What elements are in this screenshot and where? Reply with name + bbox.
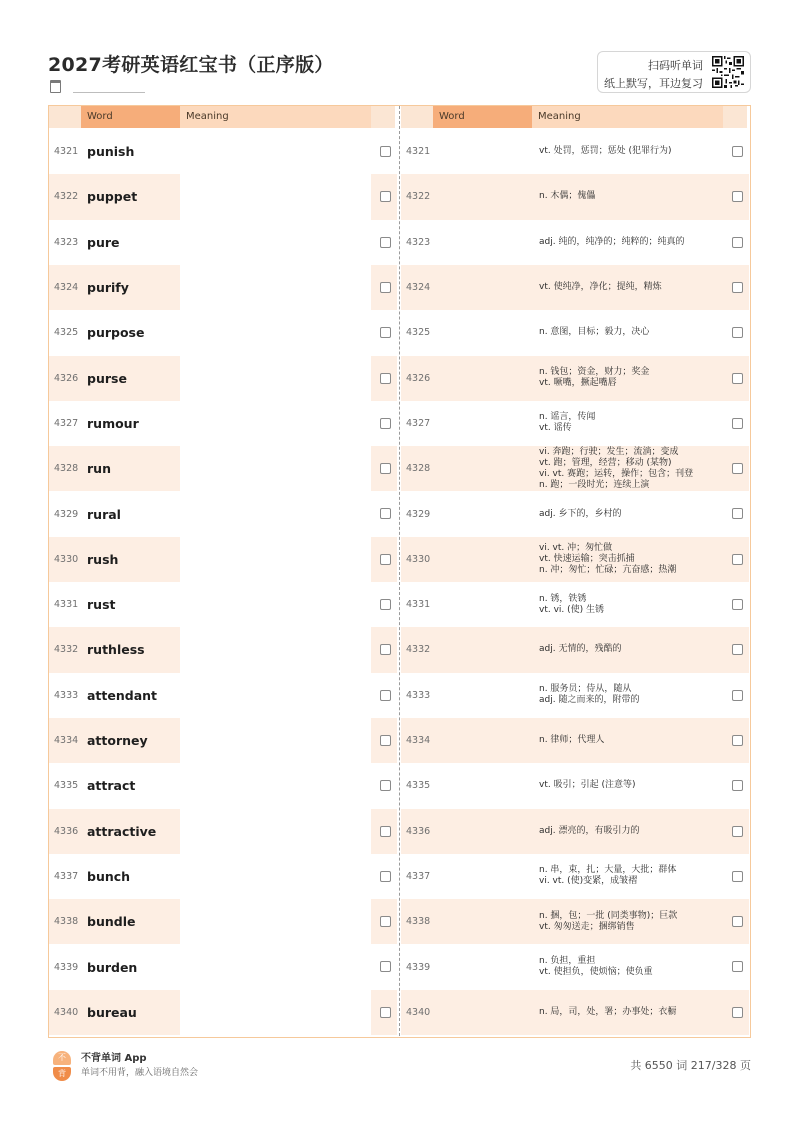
table-row: [401, 854, 749, 899]
audio-promo-box: [597, 51, 751, 93]
meaning-line: vt. 吸引；引起 (注意等): [539, 780, 636, 791]
review-checkbox[interactable]: [732, 282, 743, 293]
meaning-line: vi. vt. (使)变紧，成皱褶: [539, 876, 638, 887]
table-row: [49, 627, 397, 672]
meaning-line: adj. 无情的，残酷的: [539, 644, 622, 655]
meaning-text: [539, 718, 723, 763]
meaning-blank[interactable]: [180, 401, 371, 446]
meaning-line: vi. vt. 冲；匆忙做: [539, 542, 613, 553]
row-number: 4322: [406, 191, 431, 203]
word-text: purse: [87, 370, 127, 386]
meaning-line: vt. 处罚，惩罚；惩处 (犯罪行为): [539, 146, 672, 157]
row-number: 4335: [406, 780, 431, 792]
review-checkbox[interactable]: [380, 463, 391, 474]
table-row: [401, 809, 749, 854]
header-number: [49, 106, 81, 128]
table-row: [49, 265, 397, 310]
word-text: rural: [87, 506, 121, 522]
row-number: 4337: [54, 870, 79, 882]
review-checkbox[interactable]: [732, 916, 743, 927]
header-meaning: Meaning: [532, 106, 723, 128]
calendar-icon: [50, 80, 61, 93]
table-row: [401, 356, 749, 401]
meaning-line: n. 意图，目标；毅力，决心: [539, 327, 650, 338]
word-text: attendant: [87, 687, 158, 703]
table-row: [401, 944, 749, 989]
meaning-blank[interactable]: [180, 491, 371, 536]
row-number: 4331: [54, 599, 79, 611]
review-checkbox[interactable]: [380, 826, 391, 837]
review-checkbox[interactable]: [380, 599, 391, 610]
row-number: 4338: [54, 916, 79, 928]
table-row: [49, 718, 397, 763]
review-checkbox[interactable]: [380, 327, 391, 338]
word-text: puppet: [87, 189, 138, 205]
meaning-line: vi. 奔跑；行驶；发生；流淌；变成: [539, 446, 679, 457]
header-meaning: Meaning: [180, 106, 371, 128]
table-row: [401, 310, 749, 355]
table-row: [401, 990, 749, 1035]
meaning-line: vt. 噘嘴，撅起嘴唇: [539, 378, 617, 389]
meaning-line: vt. 谣传: [539, 423, 572, 434]
row-number: 4329: [54, 508, 79, 520]
row-number: 4330: [406, 553, 431, 565]
table-row: [49, 809, 397, 854]
review-checkbox[interactable]: [732, 690, 743, 701]
meaning-blank[interactable]: [180, 718, 371, 763]
meaning-text: [539, 944, 723, 989]
qr-code-icon[interactable]: [712, 56, 744, 88]
meaning-line: n. 冲；匆忙；忙碌；亢奋感；热潮: [539, 564, 677, 575]
review-checkbox[interactable]: [380, 191, 391, 202]
row-number: 4340: [54, 1006, 79, 1018]
table-row: [49, 582, 397, 627]
meaning-line: n. 捆，包；一批 (同类事物)；巨款: [539, 910, 678, 921]
review-checkbox[interactable]: [380, 1007, 391, 1018]
table-row: [49, 673, 397, 718]
meaning-text: [539, 990, 723, 1035]
row-number: 4333: [406, 689, 431, 701]
app-logo: [53, 1051, 71, 1081]
meaning-line: n. 钱包；资金，财力；奖金: [539, 367, 650, 378]
promo-line-1: 扫码听单词: [648, 59, 703, 72]
header-word: Word: [81, 106, 180, 128]
meaning-blank[interactable]: [180, 763, 371, 808]
review-checkbox[interactable]: [380, 373, 391, 384]
promo-line-2: 纸上默写，耳边复习: [604, 77, 703, 90]
meaning-text: [539, 401, 723, 446]
meaning-line: vt. 跑；管理，经营；移动 (某物): [539, 457, 672, 468]
table-row: [401, 673, 749, 718]
row-number: 4326: [54, 372, 79, 384]
table-row: [49, 990, 397, 1035]
review-checkbox[interactable]: [732, 418, 743, 429]
row-number: 4336: [406, 825, 431, 837]
meaning-blank[interactable]: [180, 174, 371, 219]
app-slogan: 单词不用背，融入语境自然会: [81, 1068, 199, 1078]
row-number: 4329: [406, 508, 431, 520]
review-checkbox[interactable]: [380, 418, 391, 429]
header-check: [723, 106, 747, 128]
date-underline: [73, 82, 145, 93]
word-text: rush: [87, 551, 119, 567]
row-number: 4323: [406, 236, 431, 248]
review-checkbox[interactable]: [732, 373, 743, 384]
meaning-blank[interactable]: [180, 627, 371, 672]
page-info: 共 6550 词 217/328 页: [630, 1059, 751, 1072]
review-checkbox[interactable]: [732, 146, 743, 157]
table-row: [49, 129, 397, 174]
table-row: [401, 446, 749, 491]
meaning-text: [539, 129, 723, 174]
table-row: [401, 174, 749, 219]
review-checkbox[interactable]: [380, 644, 391, 655]
row-number: 4324: [54, 282, 79, 294]
review-checkbox[interactable]: [380, 780, 391, 791]
meaning-line: vt. 匆匆送走；捆绑销售: [539, 921, 635, 932]
meaning-line: n. 锈，铁锈: [539, 593, 587, 604]
meaning-blank[interactable]: [180, 899, 371, 944]
review-checkbox[interactable]: [732, 508, 743, 519]
meaning-blank[interactable]: [180, 990, 371, 1035]
word-text: attract: [87, 778, 136, 794]
meaning-blank[interactable]: [180, 809, 371, 854]
row-number: 4334: [54, 735, 79, 747]
table-row: [49, 899, 397, 944]
row-number: 4326: [406, 372, 431, 384]
meaning-text: [539, 537, 723, 582]
row-number: 4335: [54, 780, 79, 792]
review-checkbox[interactable]: [380, 282, 391, 293]
table-row: [401, 401, 749, 446]
meaning-text: [539, 582, 723, 627]
word-text: rust: [87, 597, 116, 613]
meaning-line: n. 串，束，扎；大量，大批；群体: [539, 865, 677, 876]
table-row: [401, 763, 749, 808]
row-number: 4328: [54, 463, 79, 475]
logo-bottom-glyph: 背: [53, 1067, 71, 1081]
meaning-line: n. 木偶；傀儡: [539, 191, 596, 202]
row-number: 4337: [406, 870, 431, 882]
meaning-text: [539, 763, 723, 808]
header-number: [401, 106, 433, 128]
table-row: [401, 220, 749, 265]
meaning-line: vt. 使担负，使烦恼；使负重: [539, 967, 653, 978]
header-check: [371, 106, 395, 128]
meaning-line: adj. 漂亮的，有吸引力的: [539, 825, 640, 836]
row-number: 4325: [54, 327, 79, 339]
review-checkbox[interactable]: [732, 961, 743, 972]
word-text: ruthless: [87, 642, 145, 658]
table-row: [401, 491, 749, 536]
table-row: [49, 220, 397, 265]
header-word: Word: [433, 106, 532, 128]
review-checkbox[interactable]: [380, 916, 391, 927]
review-checkbox[interactable]: [380, 735, 391, 746]
word-text: punish: [87, 144, 135, 160]
meaning-column: [401, 106, 749, 1036]
fold-divider: [399, 106, 400, 1036]
table-row: [49, 401, 397, 446]
app-name: 不背单词 App: [81, 1053, 147, 1064]
table-row: [401, 899, 749, 944]
meaning-text: [539, 809, 723, 854]
row-number: 4332: [54, 644, 79, 656]
row-number: 4333: [54, 689, 79, 701]
page-title: 2027考研英语红宝书（正序版）: [48, 54, 334, 76]
word-text: attractive: [87, 823, 157, 839]
row-number: 4339: [54, 961, 79, 973]
meaning-blank[interactable]: [180, 446, 371, 491]
row-number: 4334: [406, 735, 431, 747]
word-text: bundle: [87, 914, 136, 930]
table-row: [49, 310, 397, 355]
meaning-line: n. 负担，重担: [539, 956, 596, 967]
review-checkbox[interactable]: [732, 780, 743, 791]
review-checkbox[interactable]: [380, 871, 391, 882]
date-field[interactable]: [50, 80, 145, 93]
review-checkbox[interactable]: [380, 961, 391, 972]
meaning-blank[interactable]: [180, 220, 371, 265]
meaning-text: [539, 854, 723, 899]
table-row: [401, 265, 749, 310]
word-sheet: [48, 105, 751, 1038]
review-checkbox[interactable]: [380, 146, 391, 157]
row-number: 4339: [406, 961, 431, 973]
review-checkbox[interactable]: [380, 508, 391, 519]
meaning-line: vi. vt. 赛跑；运转，操作；包含；刊登: [539, 468, 694, 479]
review-checkbox[interactable]: [380, 237, 391, 248]
review-checkbox[interactable]: [732, 1007, 743, 1018]
word-column: [49, 106, 397, 1036]
meaning-text: [539, 220, 723, 265]
meaning-text: [539, 627, 723, 672]
table-row: [49, 763, 397, 808]
table-row: [49, 174, 397, 219]
review-checkbox[interactable]: [732, 237, 743, 248]
review-checkbox[interactable]: [732, 191, 743, 202]
meaning-blank[interactable]: [180, 356, 371, 401]
meaning-blank[interactable]: [180, 673, 371, 718]
table-row: [49, 944, 397, 989]
review-checkbox[interactable]: [732, 599, 743, 610]
meaning-line: adj. 随之而来的，附带的: [539, 695, 640, 706]
row-number: 4322: [54, 191, 79, 203]
row-number: 4336: [54, 825, 79, 837]
row-number: 4327: [406, 417, 431, 429]
table-row: [49, 356, 397, 401]
review-checkbox[interactable]: [732, 826, 743, 837]
meaning-line: n. 跑；一段时光；连续上演: [539, 479, 650, 490]
word-text: purpose: [87, 325, 145, 341]
meaning-line: n. 谣言，传闻: [539, 412, 596, 423]
meaning-line: vt. 快速运输；突击抓捕: [539, 553, 635, 564]
table-row: [401, 537, 749, 582]
table-row: [401, 129, 749, 174]
meaning-blank[interactable]: [180, 129, 371, 174]
meaning-blank[interactable]: [180, 310, 371, 355]
meaning-text: [539, 356, 723, 401]
meaning-text: [539, 265, 723, 310]
table-row: [49, 491, 397, 536]
row-number: 4324: [406, 282, 431, 294]
table-row: [401, 582, 749, 627]
meaning-text: [539, 899, 723, 944]
meaning-line: vt. vi. (使) 生锈: [539, 604, 605, 615]
word-text: run: [87, 461, 111, 477]
table-row: [49, 537, 397, 582]
row-number: 4323: [54, 236, 79, 248]
row-number: 4340: [406, 1006, 431, 1018]
meaning-line: n. 服务员；侍从，随从: [539, 684, 632, 695]
logo-top-glyph: 不: [53, 1051, 71, 1065]
review-checkbox[interactable]: [732, 871, 743, 882]
review-checkbox[interactable]: [732, 463, 743, 474]
meaning-blank[interactable]: [180, 265, 371, 310]
meaning-line: n. 律师；代理人: [539, 735, 605, 746]
meaning-text: [539, 673, 723, 718]
word-text: pure: [87, 234, 120, 250]
word-text: purify: [87, 280, 129, 296]
meaning-text: [539, 491, 723, 536]
table-row: [401, 718, 749, 763]
row-number: 4321: [406, 146, 431, 158]
meaning-line: adj. 乡下的，乡村的: [539, 508, 622, 519]
row-number: 4327: [54, 417, 79, 429]
meaning-text: [539, 446, 723, 491]
meaning-blank[interactable]: [180, 944, 371, 989]
table-row: [49, 446, 397, 491]
meaning-line: adj. 纯的，纯净的；纯粹的；纯真的: [539, 236, 685, 247]
word-text: burden: [87, 959, 138, 975]
word-text: bureau: [87, 1004, 137, 1020]
meaning-line: vt. 使纯净，净化；提纯，精炼: [539, 282, 662, 293]
meaning-blank[interactable]: [180, 854, 371, 899]
review-checkbox[interactable]: [732, 327, 743, 338]
review-checkbox[interactable]: [732, 644, 743, 655]
row-number: 4330: [54, 553, 79, 565]
word-text: attorney: [87, 733, 148, 749]
meaning-text: [539, 174, 723, 219]
row-number: 4338: [406, 916, 431, 928]
review-checkbox[interactable]: [732, 735, 743, 746]
row-number: 4332: [406, 644, 431, 656]
word-text: rumour: [87, 415, 139, 431]
word-text: bunch: [87, 868, 131, 884]
meaning-text: [539, 310, 723, 355]
row-number: 4328: [406, 463, 431, 475]
review-checkbox[interactable]: [380, 554, 391, 565]
table-row: [49, 854, 397, 899]
meaning-blank[interactable]: [180, 582, 371, 627]
review-checkbox[interactable]: [380, 690, 391, 701]
row-number: 4331: [406, 599, 431, 611]
table-row: [401, 627, 749, 672]
meaning-blank[interactable]: [180, 537, 371, 582]
meaning-line: n. 局，司，处，署；办事处；衣橱: [539, 1006, 677, 1017]
row-number: 4321: [54, 146, 79, 158]
review-checkbox[interactable]: [732, 554, 743, 565]
row-number: 4325: [406, 327, 431, 339]
